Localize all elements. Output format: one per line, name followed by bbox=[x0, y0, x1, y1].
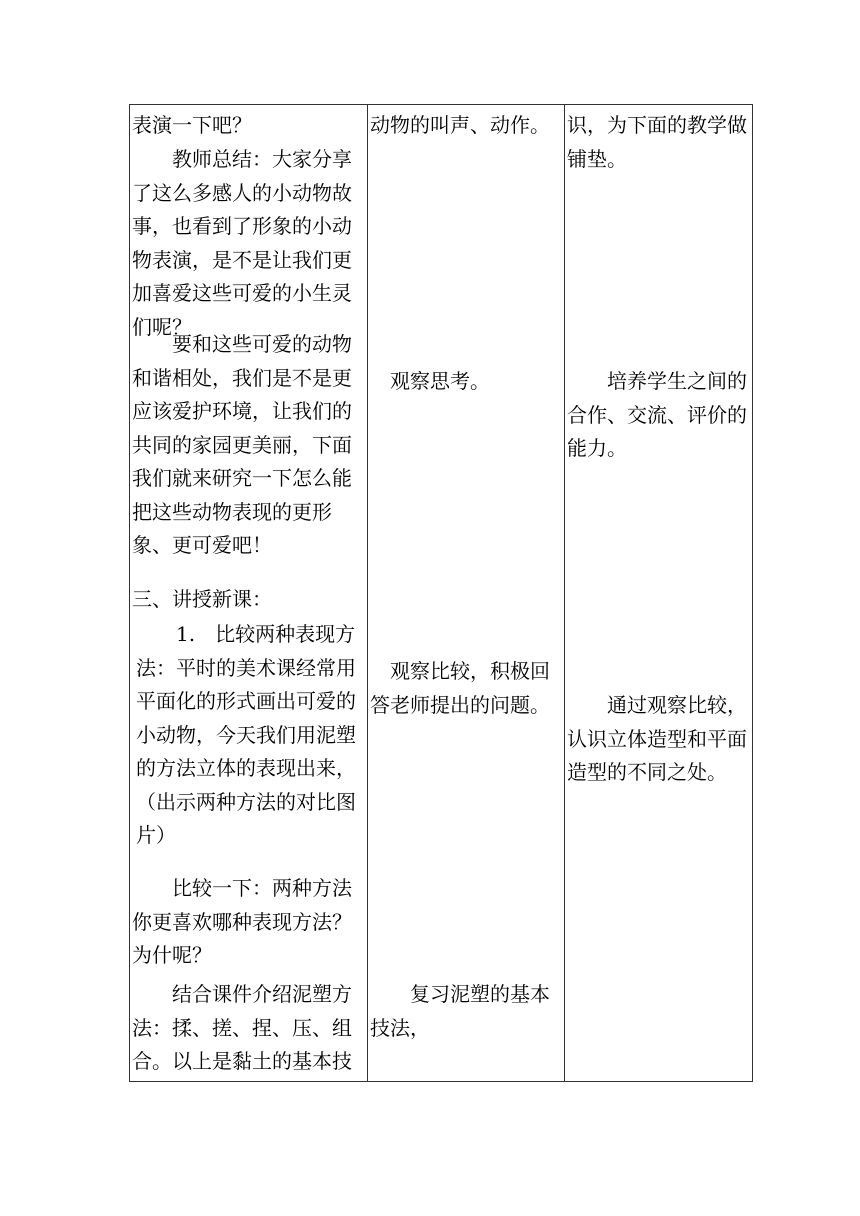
table-row bbox=[130, 105, 753, 1082]
design-intent-cell bbox=[565, 105, 753, 1082]
paragraph: 表演一下吧？ bbox=[132, 113, 252, 137]
paragraph: 要和这些可爱的动物和谐相处，我们是不是更应该爱护环境，让我们的共同的家园更美丽，下面我们就来研究一下怎么能把这些动物表现的更形象、更可爱吧！ bbox=[132, 332, 352, 557]
lesson-plan-table bbox=[129, 104, 753, 1082]
student-activity-cell bbox=[368, 105, 565, 1082]
paragraph: 观察思考。 bbox=[370, 369, 490, 393]
paragraph: 复习泥塑的基本技法， bbox=[370, 982, 550, 1040]
paragraph: 通过观察比较，认识立体造型和平面造型的不同之处。 bbox=[567, 693, 747, 784]
section-heading: 三、讲授新课： bbox=[132, 587, 272, 611]
teacher-activity-cell bbox=[130, 105, 368, 1082]
paragraph: 培养学生之间的合作、交流、评价的能力。 bbox=[567, 369, 747, 460]
paragraph: 教师总结：大家分享了这么多感人的小动物故事，也看到了形象的小动物表演，是不是让我们更加喜爱这些可爱的小生灵们呢？ bbox=[132, 147, 352, 339]
paragraph: 结合课件介绍泥塑方法：揉、搓、捏、压、组合。以上是黏土的基本技 bbox=[132, 982, 352, 1073]
paragraph: 比较一下：两种方法你更喜欢哪种表现方法？为什呢？ bbox=[132, 876, 352, 967]
paragraph: 1. 比较两种表现方法：平时的美术课经常用平面化的形式画出可爱的小动物，今天我们用泥塑的方法立体的表现出来，（出示两种方法的对比图片） bbox=[136, 622, 356, 847]
paragraph: 动物的叫声、动作。 bbox=[370, 113, 550, 137]
paragraph: 识，为下面的教学做铺垫。 bbox=[567, 113, 747, 171]
paragraph: 观察比较，积极回答老师提出的问题。 bbox=[370, 659, 550, 717]
